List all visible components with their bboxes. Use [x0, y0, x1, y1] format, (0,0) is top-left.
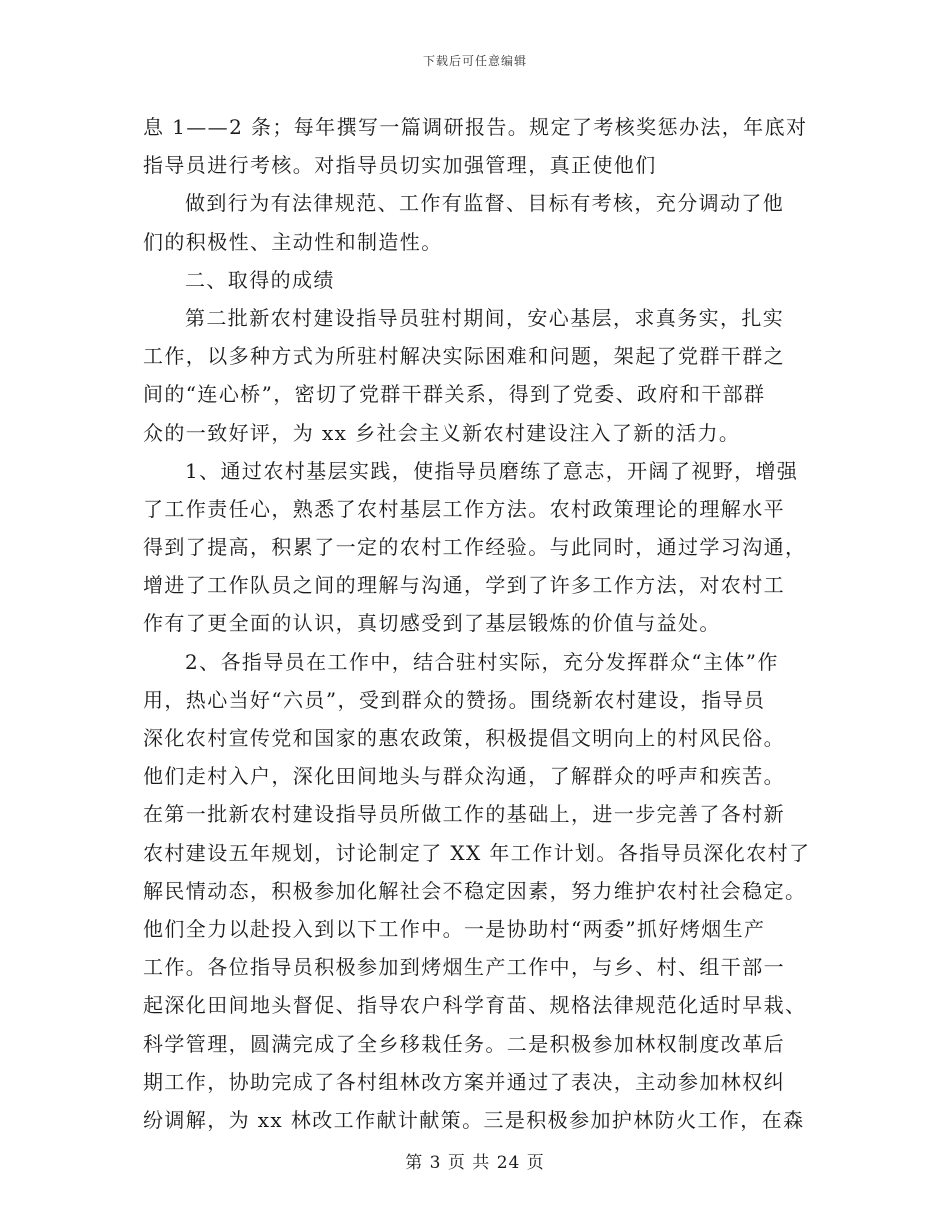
text-line: 指导员进行考核。对指导员切实加强管理，真正使他们	[143, 153, 657, 178]
text-line: 二、取得的成绩	[185, 267, 335, 292]
text-line: 息 1——2 条；每年撰写一篇调研报告。规定了考核奖惩办法，年底对	[143, 115, 808, 139]
text-line: 解民情动态，积极参加化解社会不稳定因素，努力维护农村社会稳定。	[143, 878, 807, 903]
page-number-footer: 第 3 页 共 24 页	[405, 1153, 545, 1173]
text-line: 在第一批新农村建设指导员所做工作的基础上，进一步完善了各村新	[143, 802, 785, 827]
text-line: 间的“连心桥”，密切了党群干群关系，得到了党委、政府和干部群	[143, 382, 766, 407]
text-line: 得到了提高，积累了一定的农村工作经验。与此同时，通过学习沟通，	[143, 535, 807, 560]
text-line: 1、通过农村基层实践，使指导员磨练了意志，开阔了视野，增强	[185, 458, 799, 483]
text-line: 了工作责任心，熟悉了农村基层工作方法。农村政策理论的理解水平	[143, 496, 785, 521]
text-line: 增进了工作队员之间的理解与沟通，学到了许多工作方法，对农村工	[143, 573, 785, 598]
text-line: 他们走村入户，深化田间地头与群众沟通，了解群众的呼声和疾苦。	[143, 764, 785, 789]
text-line: 深化农村宣传党和国家的惠农政策，积极提倡文明向上的村风民俗。	[143, 726, 785, 750]
text-line: 工作。各位指导员积极参加到烤烟生产工作中，与乡、村、组干部一	[143, 955, 785, 980]
text-line: 2、各指导员在工作中，结合驻村实际，充分发挥群众“主体”作	[185, 649, 779, 674]
text-line: 科学管理，圆满完成了全乡移栽任务。二是积极参加林权制度改革后	[143, 1031, 785, 1056]
text-line: 他们全力以赴投入到以下工作中。一是协助村“两委”抓好烤烟生产	[143, 916, 766, 941]
text-line: 做到行为有法律规范、工作有监督、目标有考核，充分调动了他	[185, 191, 785, 216]
text-line: 作有了更全面的认识，真切感受到了基层锻炼的价值与益处。	[143, 611, 721, 636]
document-body	[143, 108, 811, 1139]
text-line: 起深化田间地头督促、指导农户科学育苗、规格法律规范化适时早栽、	[143, 993, 807, 1018]
text-line: 期工作，协助完成了各村组林改方案并通过了表决，主动参加林权纠	[143, 1069, 785, 1094]
text-line: 用，热心当好“六员”，受到群众的赞扬。围绕新农村建设，指导员	[143, 687, 766, 712]
text-line: 们的积极性、主动性和制造性。	[143, 229, 443, 254]
text-line: 第二批新农村建设指导员驻村期间，安心基层，求真务实，扎实	[185, 305, 785, 330]
text-line: 众的一致好评，为 xx 乡社会主义新农村建设注入了新的活力。	[143, 420, 741, 445]
page-header: 下载后可任意编辑	[422, 54, 527, 68]
text-line: 农村建设五年规划，讨论制定了 XX 年工作计划。各指导员深化农村了	[143, 840, 811, 865]
text-line: 纷调解，为 xx 林改工作献计献策。三是积极参加护林防火工作，在森	[143, 1107, 805, 1132]
text-line: 工作，以多种方式为所驻村解决实际困难和问题，架起了党群干群之	[143, 344, 785, 369]
